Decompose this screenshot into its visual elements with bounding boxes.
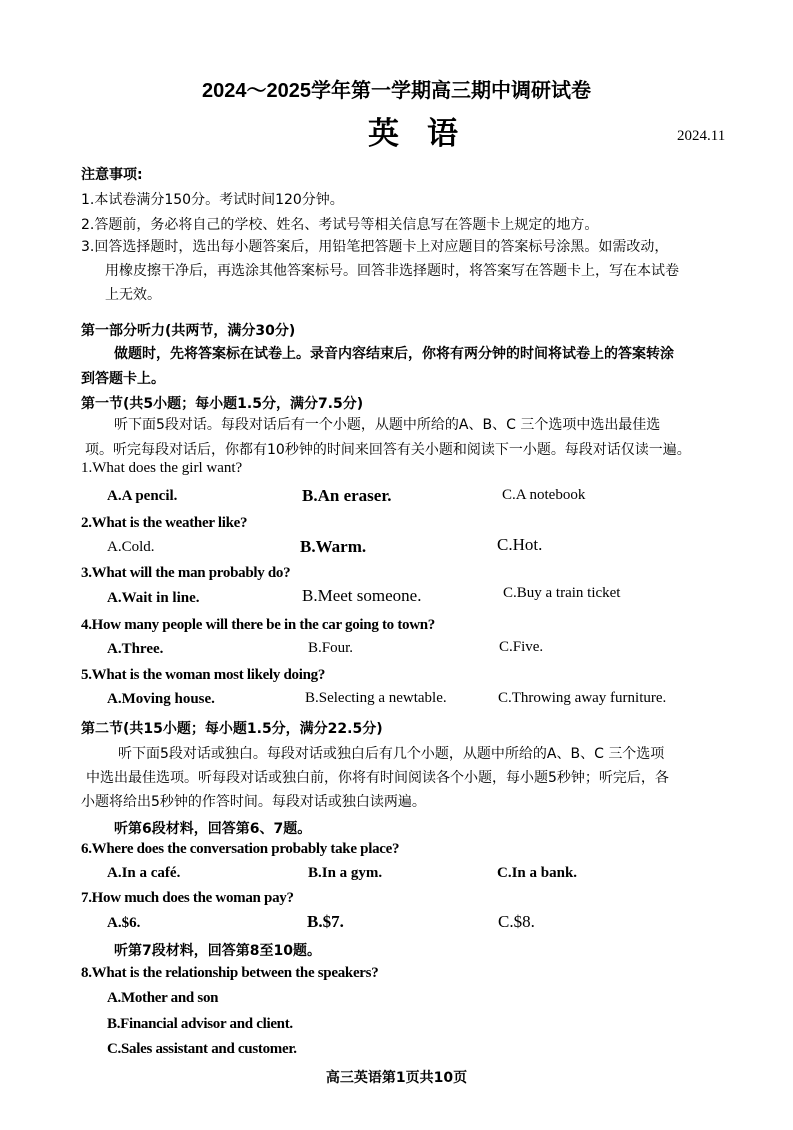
section2-heading: 第二节(共15小题；每小题1.5分，满分22.5分)	[81, 721, 383, 737]
question-4: 4.How many people will there be in the car going to town?	[81, 617, 436, 633]
question-3: 3.What will the man probably do?	[81, 565, 291, 581]
q1-option-c: C.A notebook	[502, 487, 586, 503]
part1-instruction-1: 做题时，先将答案标在试卷上。录音内容结束后，你将有两分钟的时间将试卷上的答案转涂	[114, 346, 674, 362]
section1-intro-2: 项。听完每段对话后，你都有10秒钟的时间来回答有关小题和阅读下一小题。每段对话仅读一遍。	[85, 442, 691, 458]
material7-label: 听第7段材料，回答第8至10题。	[114, 943, 321, 959]
q8-option-b: B.Financial advisor and client.	[107, 1016, 293, 1032]
notice-item-3: 3.回答选择题时，选出每小题答案后，用铅笔把答题卡上对应题目的答案标号涂黑。如需改动，	[81, 239, 669, 255]
section2-intro-1: 听下面5段对话或独白。每段对话或独白后有几个小题，从题中所给的A、B、C 三个选项	[118, 746, 665, 762]
question-7: 7.How much does the woman pay?	[81, 890, 294, 906]
q7-option-b: B.$7.	[307, 912, 344, 931]
section2-intro-3: 小题将给出5秒钟的作答时间。每段对话或独白读两遍。	[81, 794, 426, 810]
question-5: 5.What is the woman most likely doing?	[81, 667, 326, 683]
q5-option-a: A.Moving house.	[107, 691, 215, 707]
q3-option-b: B.Meet someone.	[302, 586, 422, 605]
section1-intro-1: 听下面5段对话。每段对话后有一个小题，从题中所给的A、B、C 三个选项中选出最佳选	[114, 417, 661, 433]
q4-option-c: C.Five.	[499, 639, 544, 655]
question-2: 2.What is the weather like?	[81, 515, 248, 531]
q4-option-b: B.Four.	[308, 640, 354, 656]
section1-heading: 第一节(共5小题；每小题1.5分，满分7.5分)	[81, 396, 364, 412]
q2-option-b: B.Warm.	[300, 537, 367, 556]
question-8: 8.What is the relationship between the speakers?	[81, 965, 379, 981]
notice-heading: 注意事项:	[81, 167, 143, 183]
section2-intro-2: 中选出最佳选项。听每段对话或独白前，你将有时间阅读各个小题，每小题5秒钟；听完后，各	[86, 770, 669, 786]
q4-option-a: A.Three.	[107, 641, 164, 657]
question-6: 6.Where does the conversation probably take place?	[81, 841, 400, 857]
q8-option-c: C.Sales assistant and customer.	[107, 1041, 297, 1057]
q6-option-a: A.In a café.	[107, 865, 181, 881]
question-1: 1.What does the girl want?	[81, 460, 243, 476]
q6-option-b: B.In a gym.	[308, 865, 383, 881]
notice-item-3-cont: 用橡皮擦干净后，再选涂其他答案标号。回答非选择题时，将答案写在答题卡上，写在本试卷	[105, 263, 679, 279]
q2-option-a: A.Cold.	[107, 539, 155, 555]
notice-item-2: 2.答题前，务必将自己的学校、姓名、考试号等相关信息写在答题卡上规定的地方。	[81, 217, 599, 233]
q7-option-c: C.$8.	[498, 912, 535, 931]
exam-date: 2024.11	[677, 128, 726, 144]
q3-option-a: A.Wait in line.	[107, 590, 200, 606]
q3-option-c: C.Buy a train ticket	[503, 585, 621, 601]
q1-option-b: B.An eraser.	[302, 486, 392, 505]
part1-heading: 第一部分听力(共两节，满分30分)	[81, 323, 296, 339]
q6-option-c: C.In a bank.	[497, 865, 578, 881]
page-footer: 高三英语第1页共10页	[325, 1070, 468, 1086]
material6-label: 听第6段材料，回答第6、7题。	[114, 821, 312, 837]
q8-option-a: A.Mother and son	[107, 990, 219, 1006]
exam-title: 2024～2025学年第一学期高三期中调研试卷	[202, 80, 591, 102]
q5-option-b: B.Selecting a newtable.	[305, 690, 447, 706]
notice-item-1: 1.本试卷满分150分。考试时间120分钟。	[81, 192, 344, 208]
notice-item-3-end: 上无效。	[105, 287, 161, 303]
q1-option-a: A.A pencil.	[107, 488, 178, 504]
q7-option-a: A.$6.	[107, 915, 141, 931]
q5-option-c: C.Throwing away furniture.	[498, 690, 667, 706]
subject-title: 英语	[368, 116, 486, 152]
part1-instruction-2: 到答题卡上。	[81, 371, 165, 387]
q2-option-c: C.Hot.	[497, 535, 543, 554]
